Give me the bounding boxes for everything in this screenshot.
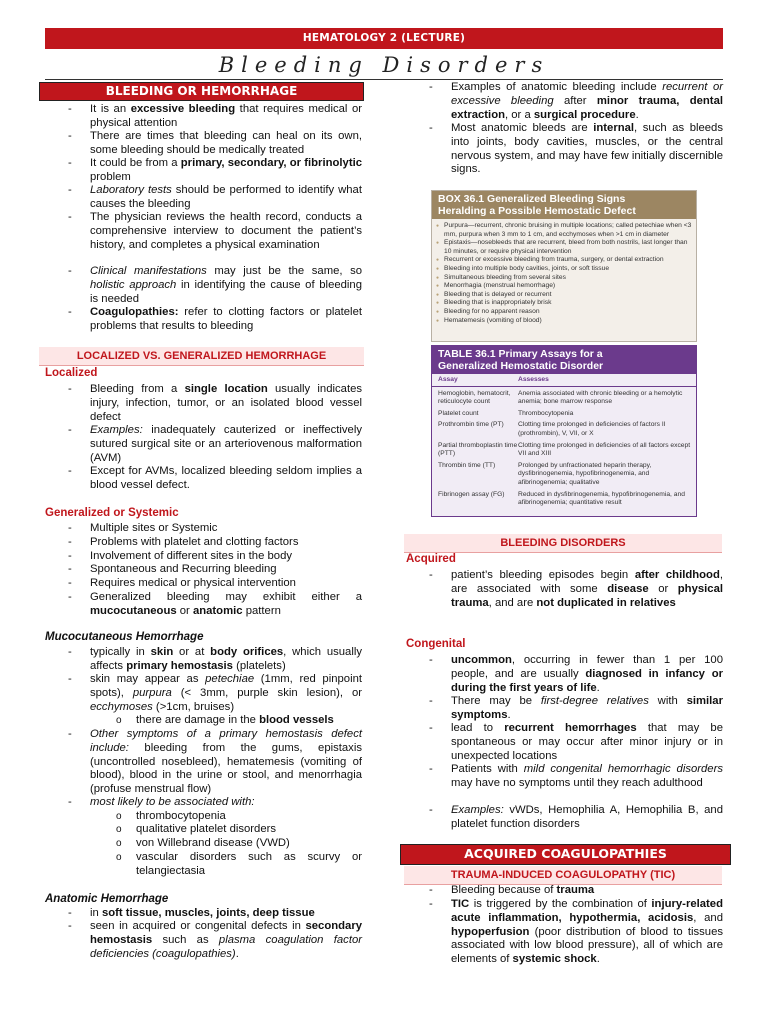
title-rule <box>45 79 723 80</box>
box-sign-item: ● Simultaneous bleeding from several sites <box>432 274 696 283</box>
bullet-heal-own: - There are times that bleeding can heal on its own, some bleeding should be medically treated <box>68 130 362 156</box>
subbullet-thrombocytopenia: o thrombocytopenia <box>116 810 226 822</box>
bullet-recurrent-hemorrhages: - lead to recurrent hemorrhages that may be spontaneous or may occur after minor injury or in unexpected locations <box>429 722 724 762</box>
section-acquired-coagulopathies: ACQUIRED COAGULOPATHIES <box>400 844 731 865</box>
bullet-single-location: - Bleeding from a single location usually indicates injury, infection, tumor, or an isolated blood vessel defect <box>68 383 363 423</box>
box-sign-item: ● Epistaxis—nosebleeds that are recurrent, bleed from both nostrils, last longer than 10 minutes, or require physical intervention <box>432 239 696 256</box>
table-row <box>432 491 696 508</box>
section-localized-vs-generalized: LOCALIZED VS. GENERALIZED HEMORRHAGE <box>39 347 364 366</box>
subbullet-qualitative-platelet: o qualitative platelet disorders <box>116 823 277 835</box>
bullet-examples-avm: - Examples: inadequately cauterized or ineffectively sutured surgical site or an arteriovenous malformation (AVM) <box>68 424 362 464</box>
bullet-anatomic-examples: - Examples of anatomic bleeding include recurrent or excessive bleeding after minor trauma, dental extraction, or a surgical procedure. <box>429 81 723 121</box>
section-tic: TRAUMA-INDUCED COAGULOPATHY (TIC) <box>404 866 722 885</box>
subheading-anatomic: Anatomic Hemorrhage <box>45 893 169 905</box>
box-sign-item: ● Menorrhagia (menstrual hemorrhage) <box>432 282 696 291</box>
bullet-internal-bleeds: - Most anatomic bleeds are internal, such as bleeds into joints, body cavities, muscles, or the central nervous system, and may have few initially discernible signs. <box>429 122 723 176</box>
bullet-acquired-episodes: - patient’s bleeding episodes begin after childhood, are associated with some disease or physical trauma, and are not duplicated in relatives <box>429 569 723 609</box>
table-cell-assesses: Thrombocytopenia <box>518 409 574 417</box>
document-title: Bleeding Disorders <box>218 53 550 77</box>
bullet-soft-tissue: - in soft tissue, muscles, joints, deep tissue <box>68 907 315 919</box>
bullet-mucocutaneous-anatomic: - Generalized bleeding may exhibit either a mucocutaneous or anatomic pattern <box>68 591 362 617</box>
table-cell-assay: Fibrinogen assay (FG) <box>438 490 505 498</box>
subheading-localized: Localized <box>45 367 98 379</box>
table-primary-assays: TABLE 36.1 Primary Assays for a Generalized Hemostatic Disorder Assay Assesses Hemoglobin, hematocrit, reticulocyte count Anemia associated with chronic bleeding or a hemolytic anemia; bone marrow response Platelet count Thrombocytopenia Prothrombin time (PT) Clotting time prolonged in deficiencies of factors II (prothrombin), V, VII, or X Partial thromboplastin time (PTT) Clotting time prolonged in deficiencies of all factors except VII and XIII Thrombin time (TT) Prolonged by unfractionated heparin therapy, dysfibrinogenemia, hypofibrinogenemia, and afibrinogenemia; qualitative Fibrinogen assay (FG) Reduced in dysfibrinogenemia, hypofibrinogenemia, and afibrinogenemia; quantitative result <box>431 345 697 517</box>
subbullet-blood-vessels: o there are damage in the blood vessels <box>116 714 334 726</box>
box-sign-item: ● Purpura—recurrent, chronic bruising in multiple locations; called petechiae when <3 mm, purpura when 3 mm to 1 cm, and ecchymoses when >1 cm in diameter <box>432 222 696 239</box>
subheading-acquired: Acquired <box>406 553 456 565</box>
bullet-requires-intervention: - Requires medical or physical intervention <box>68 577 296 589</box>
table-cell-assay: Hemoglobin, hematocrit, reticulocyte count <box>438 389 511 406</box>
course-title: HEMATOLOGY 2 (LECTURE) <box>302 32 466 44</box>
bullet-associated-with: - most likely to be associated with: <box>68 796 255 808</box>
subheading-mucocutaneous: Mucocutaneous Hemorrhage <box>45 631 204 643</box>
bullet-petechiae: - skin may appear as petechiae (1mm, red pinpoint spots), purpura (< 3mm, purple skin lesion), or ecchymoses (>1cm, bruises) <box>68 673 362 713</box>
bullet-multiple-sites: - Multiple sites or Systemic <box>68 522 218 534</box>
bullet-primary-secondary: - It could be from a primary, secondary, or fibrinolytic problem <box>68 157 363 183</box>
box-generalized-bleeding-signs: BOX 36.1 Generalized Bleeding Signs Heralding a Possible Hemostatic Defect ● Purpura—recurrent, chronic bruising in multiple locations; called petechiae when <3 mm, purpura when 3 mm to 1 cm, and ecchymoses when >1 cm in diameter ● Epistaxis—nosebleeds that are recurrent, bleed from both nostrils, last longer than 10 minutes, or require physical intervention ● Recurrent or excessive bleeding from trauma, surgery, or dental extraction ● Bleeding into multiple body cavities, joints, or soft tissue ● Simultaneous bleeding from several sites ● Menorrhagia (menstrual hemorrhage) ● Bleeding that is delayed or recurrent ● Bleeding that is inappropriately brisk ● Bleeding for no apparent reason ● Hematemesis (vomiting of blood) <box>431 190 697 342</box>
bullet-excessive-bleeding: - It is an excessive bleeding that requires medical or physical attention <box>68 103 363 129</box>
table-row <box>432 421 696 438</box>
box-sign-item: ● Bleeding for no apparent reason <box>432 308 696 317</box>
bullet-congenital-examples: - Examples: vWDs, Hemophilia A, Hemophilia B, and platelet function disorders <box>429 804 723 830</box>
bullet-platelet-clotting: - Problems with platelet and clotting factors <box>68 536 299 548</box>
bullet-trauma: - Bleeding because of trauma <box>429 884 595 896</box>
table-cell-assay: Thrombin time (TT) <box>438 461 496 469</box>
section-bleeding-hemorrhage: BLEEDING OR HEMORRHAGE <box>39 82 364 101</box>
bullet-lab-tests: - Laboratory tests should be performed to identify what causes the bleeding <box>68 184 362 210</box>
bullet-spontaneous: - Spontaneous and Recurring bleeding <box>68 563 277 575</box>
box-sign-item: ● Recurrent or excessive bleeding from trauma, surgery, or dental extraction <box>432 256 696 265</box>
bullet-uncommon: - uncommon, occurring in fewer than 1 per 100 people, and are usually diagnosed in infancy or during the first years of life. <box>429 654 723 694</box>
subheading-generalized: Generalized or Systemic <box>45 507 179 519</box>
bullet-acquired-congenital: - seen in acquired or congenital defects in secondary hemostasis such as plasma coagulation factor deficiencies (coagulopathies). <box>68 920 363 960</box>
bullet-tic-trigger: - TIC is triggered by the combination of injury-related acute inflammation, hypothermia, acidosis, and hypoperfusion (poor distribution of blood to tissues associated with low blood pressure), all of which are elements of systemic shock. <box>429 898 723 966</box>
box-sign-item: ● Hematemesis (vomiting of blood) <box>432 317 696 326</box>
table-row <box>432 442 696 459</box>
bullet-coagulopathies: - Coagulopathies: refer to clotting factors or platelet problems that results to bleeding <box>68 306 362 332</box>
subbullet-vascular: o vascular disorders such as scurvy or telangiectasia <box>116 851 362 877</box>
table-cell-assay: Prothrombin time (PT) <box>438 421 504 429</box>
table-row <box>432 462 696 488</box>
bullet-different-sites: - Involvement of different sites in the body <box>68 550 292 562</box>
box-sign-item: ● Bleeding that is delayed or recurrent <box>432 291 696 300</box>
table-cell-assesses: Clotting time prolonged in deficiencies of all factors except VII and XIII <box>518 441 691 458</box>
subbullet-vwd: o von Willebrand disease (VWD) <box>116 837 290 849</box>
table-cell-assesses: Reduced in dysfibrinogenemia, hypofibrinogenemia, and afibrinogenemia; quantitative result <box>518 490 685 507</box>
box-sign-item: ● Bleeding that is inappropriately brisk <box>432 299 696 308</box>
section-bleeding-disorders: BLEEDING DISORDERS <box>404 534 722 553</box>
bullet-skin-orifices: - typically in skin or at body orifices, which usually affects primary hemostasis (platelets) <box>68 646 363 672</box>
bullet-other-symptoms: - Other symptoms of a primary hemostasis defect include: bleeding from the gums, epistaxis (uncontrolled nosebleed), hematemesis (vomiting of blood), blood in the urine or stool, and menorrhagia (profuse menstrual flow) <box>68 728 362 796</box>
table-body <box>432 390 696 508</box>
table-cell-assesses: Clotting time prolonged in deficiencies of factors II (prothrombin), V, VII, or X <box>518 421 666 437</box>
table-row <box>432 390 696 407</box>
table-cell-assesses: Anemia associated with chronic bleeding or a hemolytic anemia; bone marrow response <box>518 389 683 406</box>
bullet-clinical-manifestations: - Clinical manifestations may just be the same, so holistic approach in identifying the cause of bleeding is needed <box>68 265 363 305</box>
table-cell-assay: Platelet count <box>438 409 479 417</box>
table-cell-assesses: Prolonged by unfractionated heparin therapy, dysfibrinogenemia, hypofibrinogenemia, and afibrinogenemia; qualitative <box>518 461 652 486</box>
table-header-row: Assay Assesses <box>432 376 696 387</box>
table-cell-assay: Partial thromboplastin time (PTT) <box>438 441 518 458</box>
subheading-congenital: Congenital <box>406 638 466 650</box>
bullet-except-avms: - Except for AVMs, localized bleeding seldom implies a blood vessel defect. <box>68 465 362 491</box>
bullet-first-degree: - There may be first-degree relatives with similar symptoms. <box>429 695 723 721</box>
bullet-physician-review: - The physician reviews the health record, conducts a comprehensive interview to document the patient’s history, and completes a physical examination <box>68 211 362 251</box>
box-sign-item: ● Bleeding into multiple body cavities, joints, or soft tissue <box>432 265 696 274</box>
table-row <box>432 410 696 419</box>
bullet-mild-congenital: - Patients with mild congenital hemorrhagic disorders may have no symptoms until they reach adulthood <box>429 763 724 789</box>
box-signs-list <box>432 219 696 325</box>
course-header-bar <box>45 28 723 49</box>
